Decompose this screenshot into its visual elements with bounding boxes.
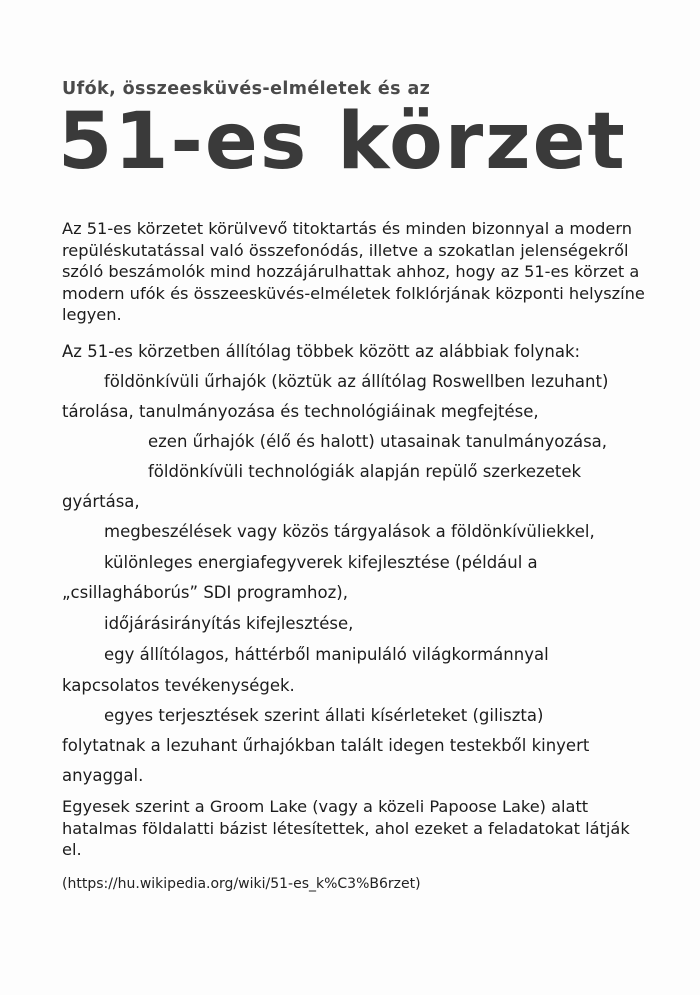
list-line: földönkívüli technológiák alapján repülő szerkezetek — [148, 462, 582, 481]
list-line: egy állítólagos, háttérből manipuláló világkormánnyal — [104, 645, 549, 664]
list-line: időjárásirányítás kifejlesztése, — [104, 614, 354, 633]
list-line: ezen űrhajók (élő és halott) utasainak tanulmányozása, — [148, 432, 608, 451]
list-intro-line: Az 51-es körzetben állítólag többek között az alábbiak folynak: — [62, 342, 581, 361]
intro-paragraph: Az 51-es körzetet körülvevő titoktartás és minden bizonnyal a modern repüléskutatással való összefonódás, illetve a szokatlan jelenségekről szóló beszámolók mind hozzájárulhattak ahhoz, hogy az 51-es körzet a modern ufók és összeesküvés-elméletek folklórjának központi helyszíne legyen. — [62, 219, 645, 325]
list-line: folytatnak a lezuhant űrhajókban talált idegen testekből kinyert — [62, 736, 590, 755]
list-line: különleges energiafegyverek kifejlesztése (például a — [104, 553, 538, 572]
list-line: anyaggal. — [62, 766, 144, 785]
list-line: „csillagháborús” SDI programhoz), — [62, 583, 348, 602]
list-line: földönkívüli űrhajók (köztük az állítólag Roswellben lezuhant) — [104, 372, 609, 391]
document-title: 51-es körzet — [58, 97, 627, 187]
list-line: tárolása, tanulmányozása és technológiáinak megfejtése, — [62, 402, 539, 421]
list-line: kapcsolatos tevékenységek. — [62, 676, 295, 695]
source-url: (https://hu.wikipedia.org/wiki/51-es_k%C3%B6rzet) — [62, 876, 421, 892]
list-line: megbeszélések vagy közös tárgyalások a földönkívüliekkel, — [104, 522, 595, 541]
closing-paragraph: Egyesek szerint a Groom Lake (vagy a közeli Papoose Lake) alatt hatalmas földalatti bázist létesítettek, ahol ezeket a feladatokat látják el. — [62, 797, 630, 860]
document-subtitle: Ufók, összeesküvés-elméletek és az — [62, 79, 431, 99]
list-line: egyes terjesztések szerint állati kísérleteket (giliszta) — [104, 706, 544, 725]
list-line: gyártása, — [62, 492, 140, 511]
